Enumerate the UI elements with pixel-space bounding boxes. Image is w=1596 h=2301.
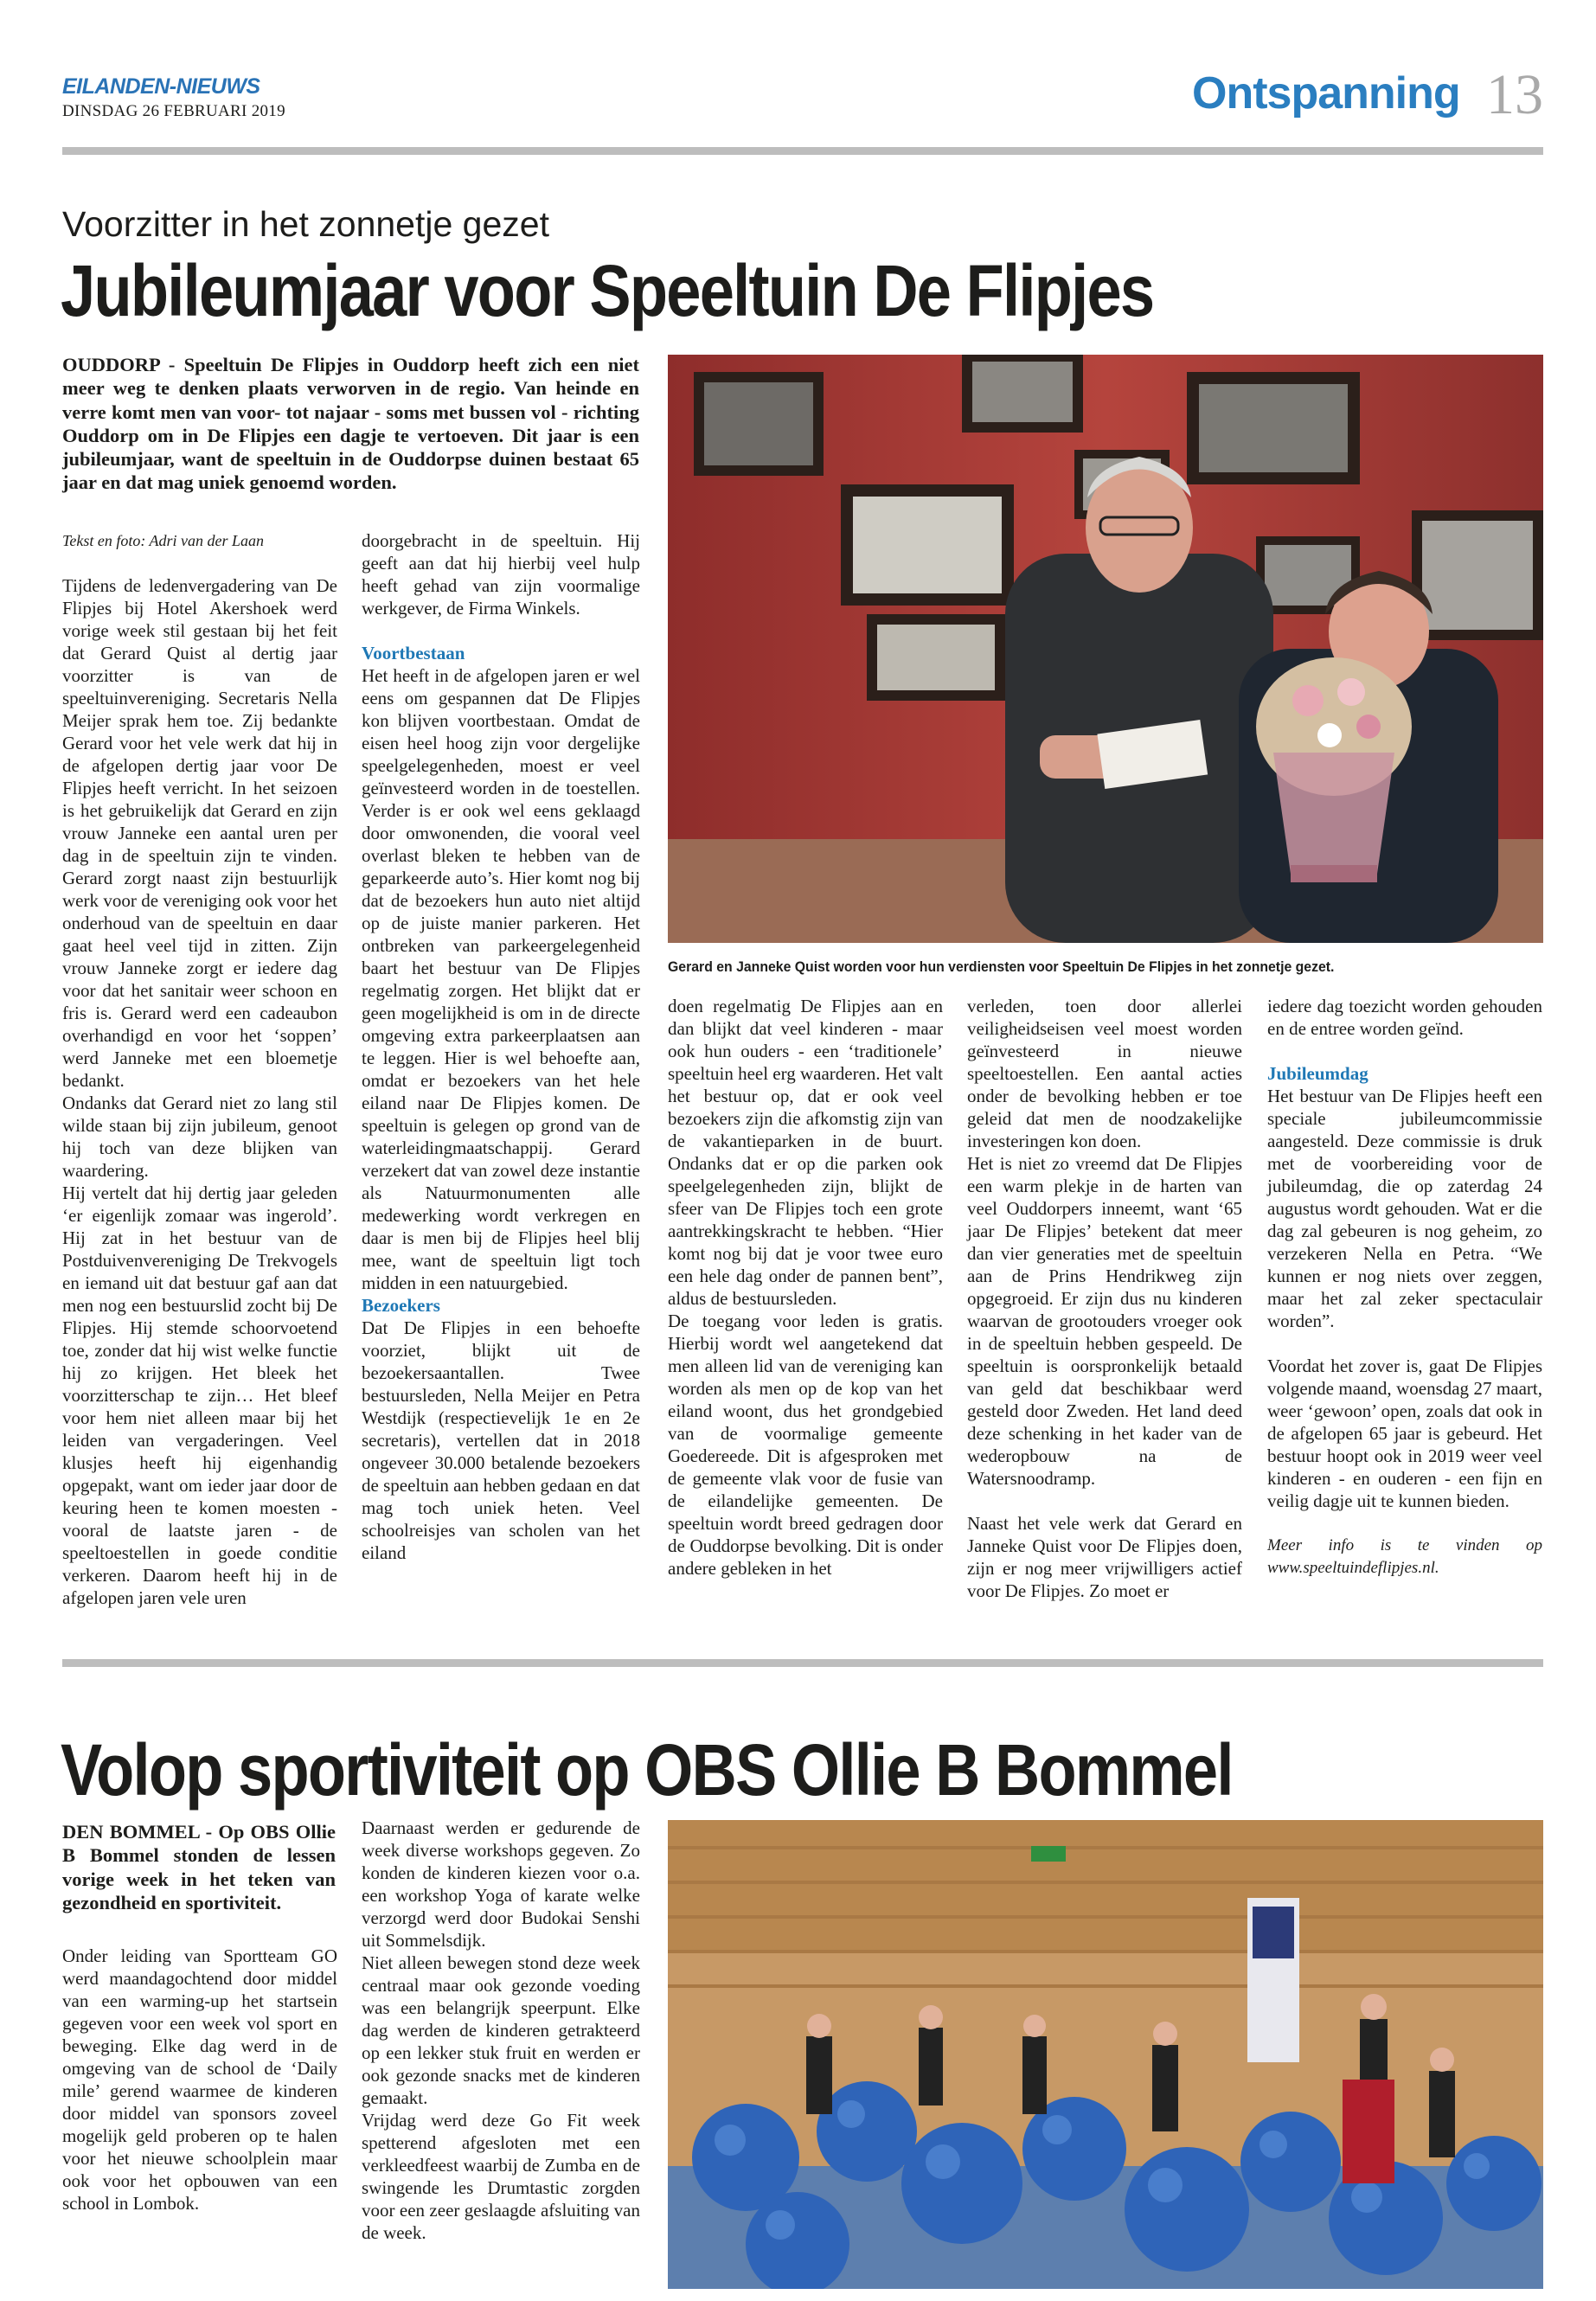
section-title: Ontspanning <box>1192 68 1460 119</box>
more-info-link[interactable]: Meer info is te vinden op www.speeltuindeflipjes.nl. <box>1267 1536 1542 1577</box>
article-column-5 <box>1267 995 1542 1580</box>
article-column-4 <box>967 995 1242 1602</box>
paragraph: Tijdens de ledenvergadering van De Flipjes bij Hotel Akershoek werd vorige week stil gestaan bij het feit dat Gerard Quist al dertig jaar voorzitter is van de speeltuinvereniging. Secretaris Nella Meijer sprak hem toe. Zij bedankte Gerard voor het vele werk dat hij in de afgelopen dertig jaar voor De Flipjes heeft verricht. In het seizoen is het gebruikelijk dat Gerard en zijn vrouw Janneke een aantal uren per dag in de speeltuin zijn te vinden. Gerard zorgt naast zijn bestuurlijk werk voor de vereniging ook voor het onderhoud van de speeltuin en daar gaat heel veel tijd in zitten. Zijn vrouw Janneke zorgt er iedere dag voor dat het sanitair weer schoon en fris is. Gerard werd een cadeaubon overhandigd en voor het ‘soppen’ werd Janneke met een bloemetje bedankt. <box>62 575 337 1091</box>
article-column-2 <box>362 529 640 1564</box>
header-rule <box>62 147 1543 155</box>
paragraph: Ondanks dat Gerard niet zo lang stil wilde staan bij zijn jubileum, genoot hij toch van deze blijken van waardering. <box>62 1093 337 1181</box>
article-kicker: Voorzitter in het zonnetje gezet <box>62 204 549 244</box>
article-divider <box>62 1659 1543 1667</box>
article2-lead: DEN BOMMEL - Op OBS Ollie B Bommel stonden de lessen vorige week in het teken van gezondheid en sportiviteit. <box>62 1821 336 1913</box>
article-lead: OUDDORP - Speeltuin De Flipjes in Ouddorp heeft zich een niet meer weg te denken plaats verworven in de regio. Van heinde en verre komt men van voor- tot najaar - soms met bussen vol - richting Ouddorp om in De Flipjes een dagje te vertoeven. Dit jaar is een jubileumjaar, want de speeltuin in de Ouddorpse duinen bestaat 65 jaar en dat mag uniek genoemd worden. <box>62 354 639 494</box>
photo-credit: Tekst en foto: Adri van der Laan <box>62 532 264 549</box>
masthead-logo: EILANDEN-NIEUWS <box>62 74 260 99</box>
paragraph: Het bestuur van De Flipjes heeft een speciale jubileumcommissie aangesteld. Deze commissie is druk met de voorbereiding voor de jubileumdag, die op zaterdag 24 augustus wordt gehouden. Wat er die dag zal gebeuren is nog geheim, zo verzekeren Nella en Petra. “We kunnen er nog niets over zeggen, maar het zal zeker spectaculair worden”. <box>1267 1086 1542 1331</box>
article2-column-2 <box>362 1817 640 2244</box>
paragraph: Het heeft in de afgelopen jaren er wel eens om gespannen dat De Flipjes kon blijven voortbestaan. Omdat de eisen heel hoog zijn voor dergelijke speelgelegenheden, moest er veel geïnvesteerd worden in de toestellen. Verder is er ook wel eens geklaagd door omwonenden, die vooral veel overlast bleken te hebben van de geparkeerde auto’s. Hier komt nog bij dat de bezoekers hun auto niet altijd op de juiste manier parkeren. Het ontbreken van parkeergelegenheid baart het bestuur van De Flipjes regelmatig zorgen. Het blijkt dat er geen mogelijkheid is om in de directe omgeving extra parkeerplaatsen aan te leggen. Hier is wel behoefte aan, omdat er bezoekers van het hele eiland naar De Flipjes komen. De speeltuin is gelegen op grond van de waterleidingmaatschappij. Gerard verzekert dat van zowel deze instantie als Natuurmonumenten alle medewerking wordt verkregen en daar is men bij de Flipjes heel blij mee, want de speeltuin ligt toch midden in een natuurgebied. <box>362 665 640 1293</box>
paragraph: doorgebracht in de speeltuin. Hij geeft aan dat hij hierbij veel hulp heeft gehad van zijn voormalige werkgever, de Firma Winkels. <box>362 530 640 619</box>
photo-gym-fitness-balls <box>668 1820 1543 2289</box>
article2-column-1 <box>62 1945 337 2214</box>
article-column-3 <box>668 995 943 1580</box>
photo-caption: Gerard en Janneke Quist worden voor hun verdiensten voor Speeltuin De Flipjes in het zonnetje gezet. <box>668 958 1335 975</box>
article-headline: Jubileumjaar voor Speeltuin De Flipjes <box>61 250 1154 331</box>
subheading-jubileumdag: Jubileumdag <box>1267 1063 1368 1084</box>
issue-date: DINSDAG 26 FEBRUARI 2019 <box>62 102 285 120</box>
article2-photo <box>668 1820 1543 2289</box>
paragraph: De toegang voor leden is gratis. Hierbij wordt wel aangetekend dat men alleen lid van de vereniging kan worden als men op de kop van het eiland woont, dus het grondgebied van de voormalige gemeente Goedereede. Dit is afgesproken met de gemeente vlak voor de fusie van de eilandelijke gemeenten. De speeltuin wordt breed gedragen door de Ouddorpse bevolking. Dit is onder andere gebleken in het <box>668 1311 943 1579</box>
paragraph: Daarnaast werden er gedurende de week diverse workshops gegeven. Zo konden de kinderen kiezen voor o.a. een workshop Yoga of karate welke verzorgd werd door Budokai Senshi uit Sommelsdijk. <box>362 1817 640 1951</box>
paragraph: verleden, toen door allerlei veiligheidseisen veel moest worden geïnvesteerd in nieuwe speeltoestellen. Een aantal acties onder de bevolking hebben er toe geleid dat men de noodzakelijke investeringen kon doen. <box>967 996 1242 1151</box>
paragraph: iedere dag toezicht worden gehouden en de entree worden geïnd. <box>1267 996 1542 1039</box>
paragraph: Voordat het zover is, gaat De Flipjes volgende maand, woensdag 27 maart, weer ‘gewoon’ open, zoals dat ook in de afgelopen 65 jaar is gebeurd. Het bestuur hoopt ook in 2019 weer veel kinderen - en ouderen - een fijn en veilig dagje uit te kunnen bieden. <box>1267 1356 1542 1511</box>
article2-headline: Volop sportiviteit op OBS Ollie B Bommel <box>61 1729 1233 1811</box>
paragraph: Onder leiding van Sportteam GO werd maandagochtend door middel van een warming-up het startsein gegeven voor een week vol sport en beweging. Elke dag werd in de omgeving van de school de ‘Daily mile’ gerend waarmee de kinderen door middel van sponsors zoveel mogelijk geld proberen op te halen voor het nieuwe schoolplein maar ook voor het opbouwen van een school in Lombok. <box>62 1945 337 2214</box>
subheading-voortbestaan: Voortbestaan <box>362 643 465 663</box>
article-column-1 <box>62 529 337 1609</box>
paragraph: Het is niet zo vreemd dat De Flipjes een warm plekje in de harten van veel Ouddorpers inneemt, want ‘65 jaar De Flipjes’ betekent dat meer dan vier generaties met de speeltuin aan de Prins Hendrikweg zijn opgegroeid. Er zijn dus nu kinderen waarvan de grootouders vroeger ook in de speeltuin hebben gespeeld. De speeltuin is oorspronkelijk betaald van geld dat beschikbaar werd gesteld door Zweden. Het land deed deze schenking in het kader van de wederopbouw na de Watersnoodramp. <box>967 1153 1242 1489</box>
paragraph: Vrijdag werd deze Go Fit week spetterend afgesloten met een verkleedfeest waarbij de Zumba en de swingende les Drumtastic zorgden voor een zeer geslaagde afsluiting van de week. <box>362 2110 640 2243</box>
paragraph: Dat De Flipjes in een behoefte voorziet, blijkt uit de bezoekersaantallen. Twee bestuursleden, Nella Meijer en Petra Westdijk (respectievelijk 1e en 2e secretaris), vertellen dat in 2018 ongeveer 30.000 betalende bezoekers de speeltuin aan hebben gedaan en dat mag toch uniek heten. Veel schoolreisjes van scholen van het eiland <box>362 1317 640 1563</box>
paragraph: doen regelmatig De Flipjes aan en dan blijkt dat veel kinderen - maar ook hun ouders - een ‘traditionele’ speeltuin heel erg waarderen. Het valt het bestuur op, dat er ook veel bezoekers zijn die afkomstig zijn van de vakantieparken in de buurt. Ondanks dat er op die parken ook speelgelegenheden zijn, blijkt de sfeer van De Flipjes toch een grote aantrekkingskracht te hebben. “Hier komt nog bij dat je voor twee euro een hele dag onder de pannen bent”, aldus de bestuursleden. <box>668 996 943 1309</box>
paragraph: Niet alleen bewegen stond deze week centraal maar ook gezonde voeding was een belangrijk speerpunt. Elke dag werden de kinderen getrakteerd op een lekker stuk fruit en werden er ook gezonde snacks met de kinderen gemaakt. <box>362 1952 640 2108</box>
page-number: 13 <box>1486 63 1543 126</box>
article-photo <box>668 355 1543 943</box>
paragraph: Hij vertelt dat hij dertig jaar geleden ‘er eigenlijk zomaar was ingerold’. Hij zat in het bestuur van de Postduivenvereniging De Trekvogels en iemand uit dat bestuur gaf aan dat men nog een bestuurslid zocht bij De Flipjes. Hij stemde schoorvoetend toe, zonder dat hij wist welke functie hij zo krijgen. Het bleek het voorzitterschap te zijn… Het bleef voor hem niet alleen maar bij het leiden van vergaderingen. Veel klusjes heeft hij eigenhandig opgepakt, want om ieder jaar door de keuring heen te komen moesten - vooral de laatste jaren - de speeltoestellen in goede conditie verkeren. Daarom heeft hij in de afgelopen jaren vele uren <box>62 1183 337 1608</box>
paragraph: Naast het vele werk dat Gerard en Janneke Quist voor De Flipjes doen, zijn er nog meer vrijwilligers actief voor De Flipjes. Zo moet er <box>967 1513 1242 1601</box>
subheading-bezoekers: Bezoekers <box>362 1295 440 1316</box>
photo-gerard-janneke-quist <box>668 355 1543 943</box>
